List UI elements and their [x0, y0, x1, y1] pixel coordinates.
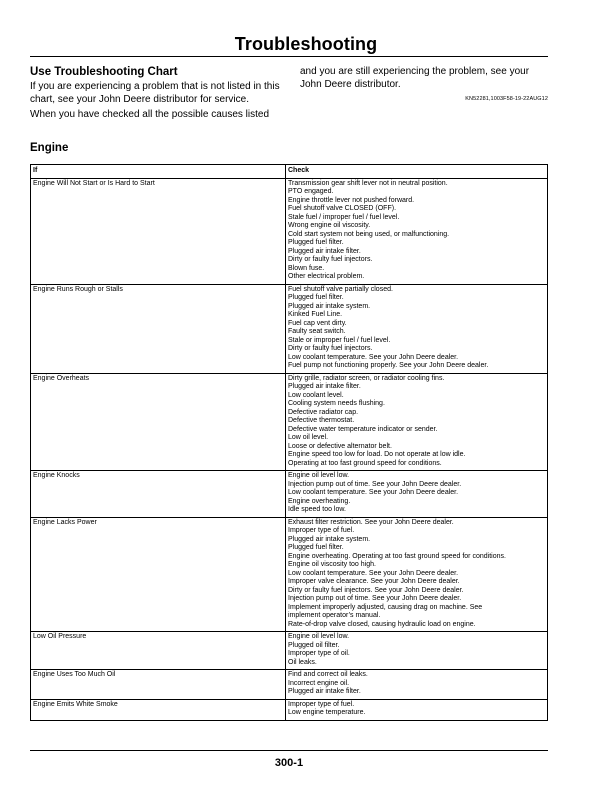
check-item: Defective water temperature indicator or sender. — [288, 425, 438, 433]
check-item: Engine overheating. — [288, 497, 351, 505]
check-cell — [286, 284, 548, 373]
check-item: Low coolant level. — [288, 391, 344, 399]
check-item: Engine overheating. Operating at too fast ground speed for conditions. — [288, 552, 506, 560]
check-item: Plugged air intake system. — [288, 535, 371, 543]
symptom-cell: Low Oil Pressure — [31, 632, 286, 670]
column-header-check: Check — [286, 165, 548, 179]
check-item: Find and correct oil leaks. — [288, 671, 368, 678]
check-item: implement operator’s manual. — [288, 612, 381, 619]
check-cell — [286, 632, 548, 670]
check-item: Cold start system not being used, or malfunctioning. — [288, 230, 450, 238]
check-item: Transmission gear shift lever not in neutral position. — [288, 179, 448, 187]
check-cell — [286, 699, 548, 720]
table-row — [31, 632, 548, 670]
check-item: Exhaust filter restriction. See your John Deere dealer. — [288, 518, 454, 526]
check-item: Cooling system needs flushing. — [288, 400, 385, 407]
check-item: Low coolant temperature. See your John Deere dealer. — [288, 353, 459, 361]
check-item: Plugged fuel filter. — [288, 294, 344, 301]
check-item: Injection pump out of time. See your John Deere dealer. — [288, 480, 462, 488]
table-row — [31, 373, 548, 471]
check-item: Low coolant temperature. See your John Deere dealer. — [288, 569, 459, 577]
check-item: Engine oil level low. — [288, 472, 350, 479]
check-item: Fuel shutoff valve partially closed. — [288, 285, 393, 293]
check-cell — [286, 471, 548, 518]
check-item: Injection pump out of time. See your John Deere dealer. — [288, 595, 462, 602]
check-item: Oil leaks. — [288, 658, 317, 666]
page-title: Troubleshooting — [234, 34, 378, 54]
check-item: Plugged air intake filter. — [288, 688, 361, 695]
table-row — [31, 670, 548, 700]
check-item: Engine speed too low for load. Do not operate at low idle. — [288, 451, 466, 458]
check-item: Operating at too fast ground speed for conditions. — [288, 459, 442, 467]
check-item: Fuel pump not functioning properly. See your John Deere dealer. — [288, 362, 489, 369]
check-item: PTO engaged. — [288, 188, 334, 195]
check-item: Fuel cap vent dirty. — [288, 319, 347, 327]
check-item: Plugged air intake system. — [288, 302, 371, 310]
section-heading-engine: Engine — [30, 142, 69, 154]
check-item: Engine oil viscosity too high. — [288, 561, 376, 568]
check-item: Fuel shutoff valve CLOSED (OFF). — [288, 205, 397, 212]
table-row — [31, 178, 548, 284]
symptom-cell: Engine Overheats — [31, 373, 286, 471]
check-item: Rate-of-drop valve closed, causing hydraulic load on engine. — [288, 620, 476, 628]
intro-paragraph-continued: When you have checked all the possible causes listed — [30, 109, 270, 120]
table-row — [31, 471, 548, 518]
table-row — [31, 699, 548, 720]
symptom-cell: Engine Emits White Smoke — [31, 699, 286, 720]
check-item: Implement improperly adjusted, causing drag on machine. See — [288, 603, 483, 611]
check-item: Idle speed too low. — [288, 506, 346, 513]
check-item: Engine throttle lever not pushed forward. — [288, 196, 415, 204]
check-item: Improper valve clearance. See your John Deere dealer. — [288, 578, 460, 585]
symptom-cell: Engine Knocks — [31, 471, 286, 518]
symptom-cell: Engine Uses Too Much Oil — [31, 670, 286, 700]
check-cell — [286, 517, 548, 632]
check-item: Incorrect engine oil. — [288, 679, 350, 687]
check-item: Improper type of oil. — [288, 650, 350, 657]
symptom-cell: Engine Will Not Start or Is Hard to Start — [31, 178, 286, 284]
table-header-row — [31, 165, 548, 179]
check-item: Plugged fuel filter. — [288, 239, 344, 246]
check-cell — [286, 670, 548, 700]
intro-paragraph-continuation: and you are still experiencing the problem, see your John Deere distributor. — [300, 66, 530, 90]
symptom-cell: Engine Runs Rough or Stalls — [31, 284, 286, 373]
footer-divider — [30, 750, 548, 751]
check-item: Wrong engine oil viscosity. — [288, 222, 371, 229]
table-body — [31, 178, 548, 720]
page-number: 300-1 — [274, 757, 304, 769]
check-item: Faulty seat switch. — [288, 328, 346, 335]
check-item: Dirty or faulty fuel injectors. See your John Deere dealer. — [288, 586, 464, 594]
intro-paragraph: If you are experiencing a problem that is not listed in this chart, see your John Deere distributor for service. — [30, 81, 280, 105]
check-cell — [286, 373, 548, 471]
check-item: Kinked Fuel Line. — [288, 311, 343, 318]
intro-heading: Use Troubleshooting Chart — [30, 66, 178, 78]
check-item: Improper type of fuel. — [288, 527, 355, 534]
check-item: Loose or defective alternator belt. — [288, 442, 392, 450]
check-item: Stale or improper fuel / fuel level. — [288, 336, 391, 344]
check-item: Plugged fuel filter. — [288, 544, 344, 551]
check-item: Blown fuse. — [288, 264, 325, 272]
check-item: Low oil level. — [288, 434, 329, 441]
check-item: Dirty grille, radiator screen, or radiator cooling fins. — [288, 374, 445, 382]
check-item: Low engine temperature. — [288, 709, 366, 716]
troubleshooting-table — [30, 164, 548, 721]
check-item: Plugged oil filter. — [288, 641, 340, 649]
check-item: Dirty or faulty fuel injectors. — [288, 345, 373, 352]
check-item: Stale fuel / improper fuel / fuel level. — [288, 213, 400, 221]
column-header-if: If — [31, 165, 286, 179]
check-cell — [286, 178, 548, 284]
document-reference-code: KN52281,1003F58-19-22AUG12 — [465, 96, 548, 102]
check-item: Other electrical problem. — [288, 273, 365, 280]
check-item: Defective radiator cap. — [288, 408, 359, 416]
check-item: Plugged air intake filter. — [288, 247, 361, 255]
check-item: Dirty or faulty fuel injectors. — [288, 256, 373, 263]
check-item: Improper type of fuel. — [288, 700, 355, 708]
table-row — [31, 517, 548, 632]
check-item: Engine oil level low. — [288, 633, 350, 640]
check-item: Defective thermostat. — [288, 417, 355, 424]
title-divider — [30, 56, 548, 57]
check-item: Low coolant temperature. See your John Deere dealer. — [288, 489, 459, 496]
symptom-cell: Engine Lacks Power — [31, 517, 286, 632]
check-item: Plugged air intake filter. — [288, 383, 361, 390]
table-row — [31, 284, 548, 373]
